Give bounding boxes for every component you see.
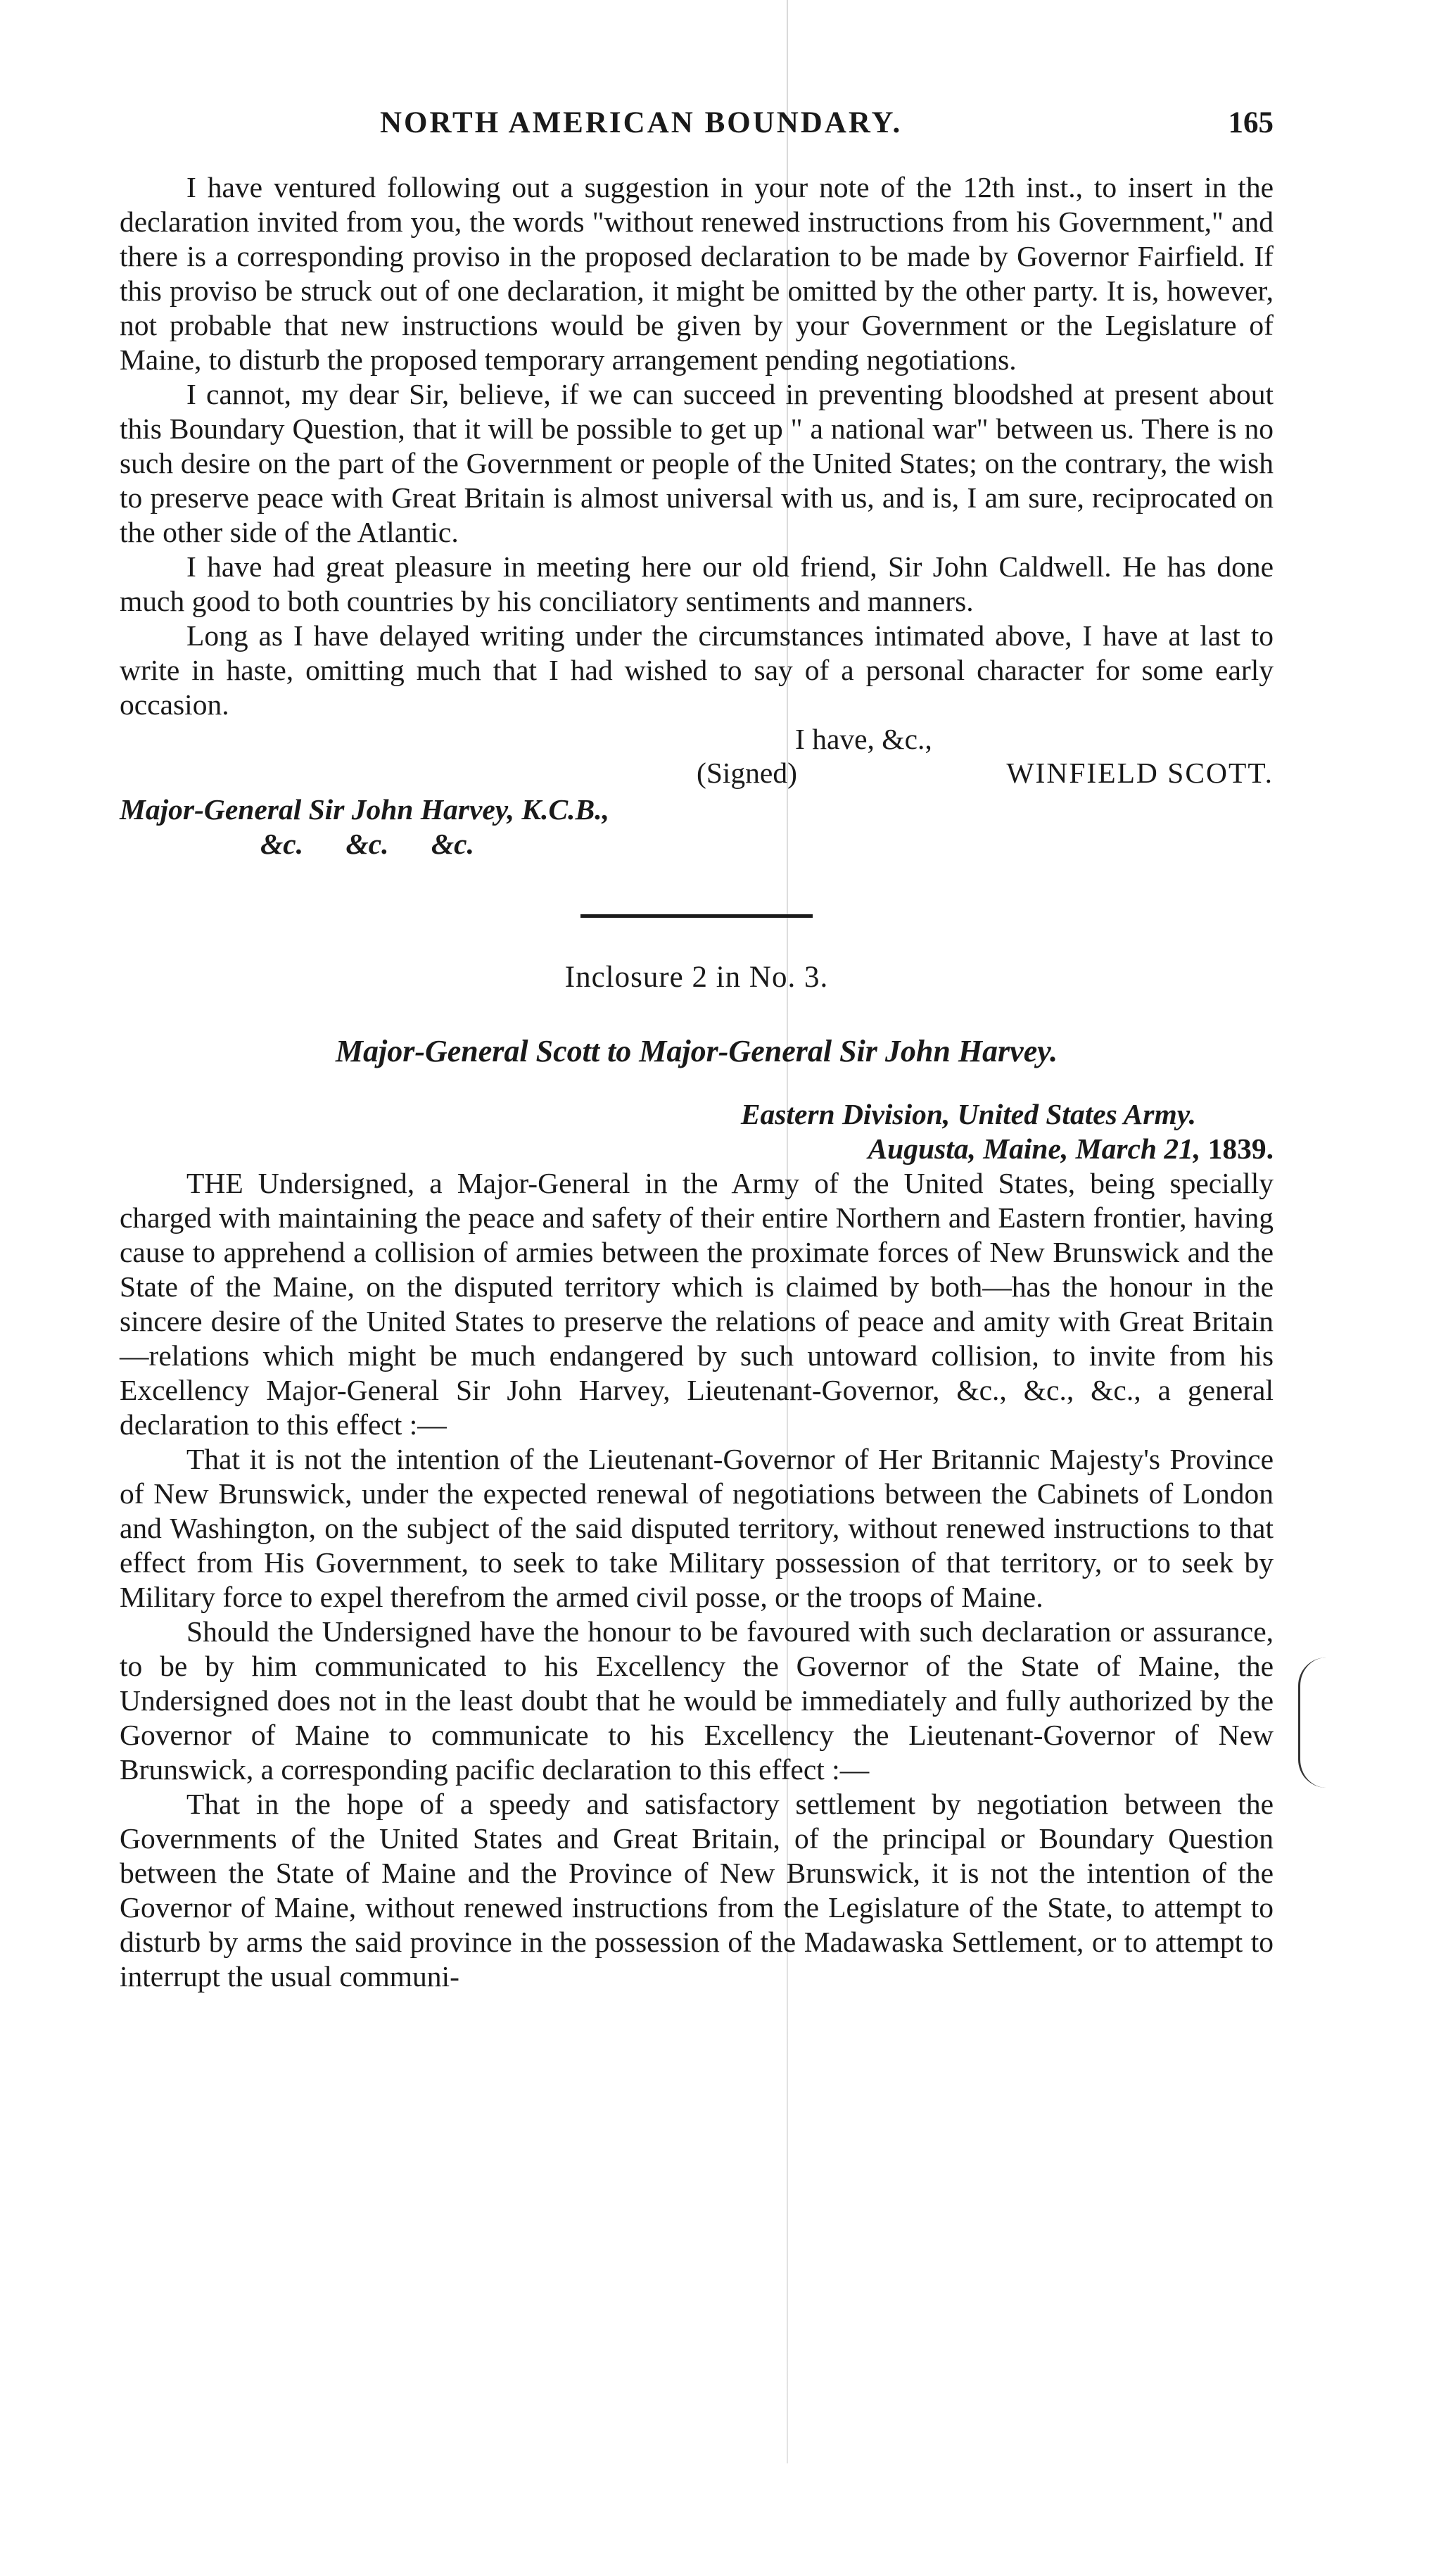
letter-paragraph: I cannot, my dear Sir, believe, if we can succeed in preventing bloodshed at present about this Boundary Question, that it will be possible to get up " a national war" between us. There is no such desire on the part of the Government or people of the United States; on the contrary, the wish to preserve peace with Great Britain is almost universal with us, and is, I am sure, reciprocated on the other side of the Atlantic. bbox=[120, 378, 1274, 548]
inclosure-paragraph: That in the hope of a speedy and satisfactory settlement by negotiation between the Governments of the United States and Great Britain, of the principal or Boundary Question between the State of Maine and the Province of New Brunswick, it is not the intention of the Governor of Maine, without renewed instructions from the Legislature of the State, to attempt to disturb by arms the said province in the possession of the Madawaska Settlement, or to attempt to interrupt the usual communi- bbox=[120, 1788, 1274, 1993]
letter-paragraph: Long as I have delayed writing under the circumstances intimated above, I have at last to write in haste, omitting much that I had wished to say of a personal character for some early occasion. bbox=[120, 619, 1274, 721]
inclosure-paragraph: Should the Undersigned have the honour to be favoured with such declaration or assurance, to be by him communicated to his Excellency the Governor of the State of Maine, the Undersigned does not in the least doubt that he would be immediately and fully authorized by the Governor of Maine to communicate to his Excellency the Lieutenant-Governor of New Brunswick, a corresponding pacific declaration to this effect :— bbox=[120, 1615, 1274, 1786]
inclosure-paragraph: That it is not the intention of the Lieutenant-Governor of Her Britannic Majesty's Province of New Brunswick, under the expected renewal of negotiations between the Cabinets of London and Washington, on the subject of the said disputed territory, without renewed instructions to that effect from His Government, to seek to take Military possession of that territory, or to seek by Military force to expel therefrom the armed civil posse, or the troops of Maine. bbox=[120, 1443, 1274, 1613]
running-title: NORTH AMERICAN BOUNDARY. bbox=[380, 106, 903, 139]
closing-formula: I have, &c., bbox=[795, 723, 932, 755]
dateline-date bbox=[120, 1132, 1274, 1166]
section-divider-rule bbox=[580, 914, 813, 918]
dateline-date-text: Augusta, Maine, March 21, bbox=[868, 1132, 1201, 1165]
inclosure-paragraph: THE Undersigned, a Major-General in the Army of the United States, being specially charged with maintaining the peace and safety of their entire Northern and Eastern frontier, having cause to apprehend a collision of armies between the proximate forces of New Brunswick and the State of the Maine, on the disputed territory which is claimed by both—has the honour in the sincere desire of the United States to preserve the relations of peace and amity with Great Britain—relations which might be much endangered by such untoward collision, to invite from his Excellency Major-General Sir John Harvey, Lieutenant-Governor, &c., &c., &c., a general declaration to this effect :— bbox=[120, 1167, 1274, 1441]
inclosure-heading: Inclosure 2 in No. 3. bbox=[564, 961, 829, 994]
document-page bbox=[120, 106, 1274, 1994]
dateline-year: 1839. bbox=[1207, 1132, 1274, 1165]
dateline-place: Eastern Division, United States Army. bbox=[740, 1098, 1196, 1130]
signer-name: WINFIELD SCOTT. bbox=[1006, 757, 1274, 789]
signed-label: (Signed) bbox=[697, 757, 797, 789]
margin-bracket-mark bbox=[1298, 1658, 1328, 1788]
running-head bbox=[120, 106, 1274, 162]
addressee-etc: &c. &c. &c. bbox=[260, 828, 474, 860]
page-number: 165 bbox=[1228, 106, 1274, 139]
letter-continuation bbox=[120, 170, 1274, 861]
letter-closing bbox=[120, 722, 1274, 793]
inclosure-body bbox=[120, 1166, 1274, 1994]
inclosure-title: Major-General Scott to Major-General Sir John Harvey. bbox=[335, 1034, 1058, 1068]
letter-paragraph: I have ventured following out a suggestion in your note of the 12th inst., to insert in the declaration invited from you, the words "without renewed instructions from his Government," and there is a corresponding proviso in the proposed declaration to be made by Governor Fairfield. If this proviso be struck out of one declaration, it might be omitted by the other party. It is, however, not probable that new instructions would be given by your Government or the Legislature of Maine, to disturb the proposed temporary arrangement pending negotiations. bbox=[120, 171, 1274, 376]
letter-paragraph: I have had great pleasure in meeting here our old friend, Sir John Caldwell. He has done much good to both countries by his conciliatory sentiments and manners. bbox=[120, 550, 1274, 617]
dateline bbox=[120, 1097, 1274, 1166]
addressee: Major-General Sir John Harvey, K.C.B., bbox=[120, 793, 609, 826]
